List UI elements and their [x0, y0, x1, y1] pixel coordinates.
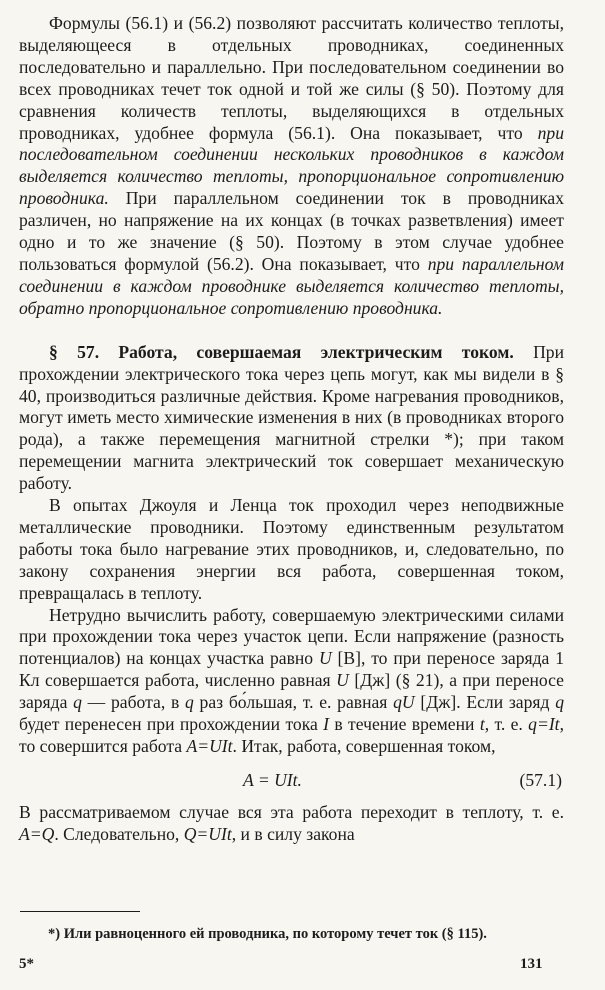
- math-var: t: [479, 714, 485, 735]
- text-run: [В], то при переносе заряда 1 Кл совершается работа, численно равная: [19, 648, 564, 691]
- text-run: [Дж]. Если заряд: [414, 692, 556, 713]
- text-run: В рассматриваемом случае вся эта работа переходит в теплоту, т. е.: [19, 801, 564, 822]
- math-var: A=Q: [19, 823, 55, 844]
- text-run: будет перенесен при прохождении тока: [19, 714, 324, 735]
- math-var: U: [336, 670, 349, 691]
- text-run: . Итак, работа, совершенная током,: [232, 736, 496, 756]
- math-var: Q=UIt: [183, 823, 232, 844]
- math-var: q: [185, 692, 194, 713]
- text-run: Формулы (56.1) и (56.2) позволяют рассчитать количество теплоты, выделяющееся в отдельных проводниках, соединенных последовательно и параллельно. При последовательном соединении во всех проводниках течет ток одной и той же силы (§ 50). Поэтому для сравнения количеств теплоты, выделяющихся в отдельных проводниках, удобнее формула (56.1). Она показывает, что: [19, 13, 564, 143]
- paragraph-work-derivation: [19, 605, 564, 758]
- emphasis-run: при параллельном соединении в каждом проводнике выделяется количество теплоты, обратно пропорциональное сопротивлению проводника.: [19, 253, 564, 318]
- text-run: в течение времени: [329, 714, 480, 735]
- text-run: раз бо́льшая, т. е. равная: [193, 692, 394, 713]
- text-run: При параллельном соединении ток в проводниках различен, но напряжение на их концах (в точках разветвления) имеет одно и то же значение (§ 50). Поэтому в этом случае удобнее пользоваться формулой (56.2). Она показывает, что: [19, 188, 564, 274]
- equation-formula: A = UIt.: [243, 769, 302, 790]
- text-run: [Дж] (§ 21), а при переносе заряда: [19, 670, 564, 713]
- paragraph-heat-conversion: [19, 802, 564, 846]
- math-var: q=It: [528, 714, 560, 735]
- paragraph-joule-lenz: В опытах Джоуля и Ленца ток проходил через неподвижные металлические проводники. Поэтому единственным результатом работы тока было нагревание этих проводников, и, следовательно, по закону сохранения энергии вся работа, совершенная током, превращалась в теплоту.: [19, 495, 564, 603]
- body-text: [19, 13, 564, 846]
- footnote: *) Или равноценного ей проводника, по которому течет ток (§ 115).: [48, 926, 487, 942]
- display-equation: [19, 758, 564, 802]
- printer-signature: 5*: [19, 956, 34, 972]
- equation-number: (57.1): [519, 769, 562, 790]
- math-var: q: [73, 692, 82, 713]
- paragraph-section-57: [19, 342, 564, 495]
- math-var: qU: [393, 692, 415, 713]
- emphasis-run: при последовательном соединении нескольких проводников в каждом выделяется количество теплоты, пропорциональное сопротивлению проводника.: [19, 122, 564, 209]
- text-run: , то совершится работа: [19, 714, 564, 756]
- math-var: A=UIt: [186, 736, 233, 756]
- math-var: I: [323, 714, 330, 735]
- text-run: Нетрудно вычислить работу, совершаемую электрическими силами при прохождении тока через участок цепи. Если напряжение (разность потенциалов) на концах участка равно: [19, 604, 564, 669]
- text-run: — работа, в: [81, 692, 185, 713]
- page-number: 131: [520, 956, 543, 972]
- math-var: U: [318, 648, 332, 669]
- text-run: . Следовательно,: [54, 823, 184, 844]
- section-gap: [19, 320, 564, 342]
- math-var: q: [555, 692, 564, 713]
- section-heading: § 57. Работа, совершаемая электрическим током.: [49, 341, 514, 362]
- paragraph-joule-series-parallel: [19, 13, 564, 320]
- text-run: , т. е.: [484, 714, 529, 735]
- text-run: При прохождении электрического тока через цепь могут, как мы видели в § 40, производиться различные действия. Кроме нагревания проводников, могут иметь место химические изменения в них (в проводниках второго рода), а также перемещения магнитной стрелки *); при таком перемещении магнита электрический ток совершает механическую работу.: [19, 341, 564, 494]
- footnote-rule: [20, 911, 140, 912]
- text-run: , и в силу закона: [231, 823, 355, 844]
